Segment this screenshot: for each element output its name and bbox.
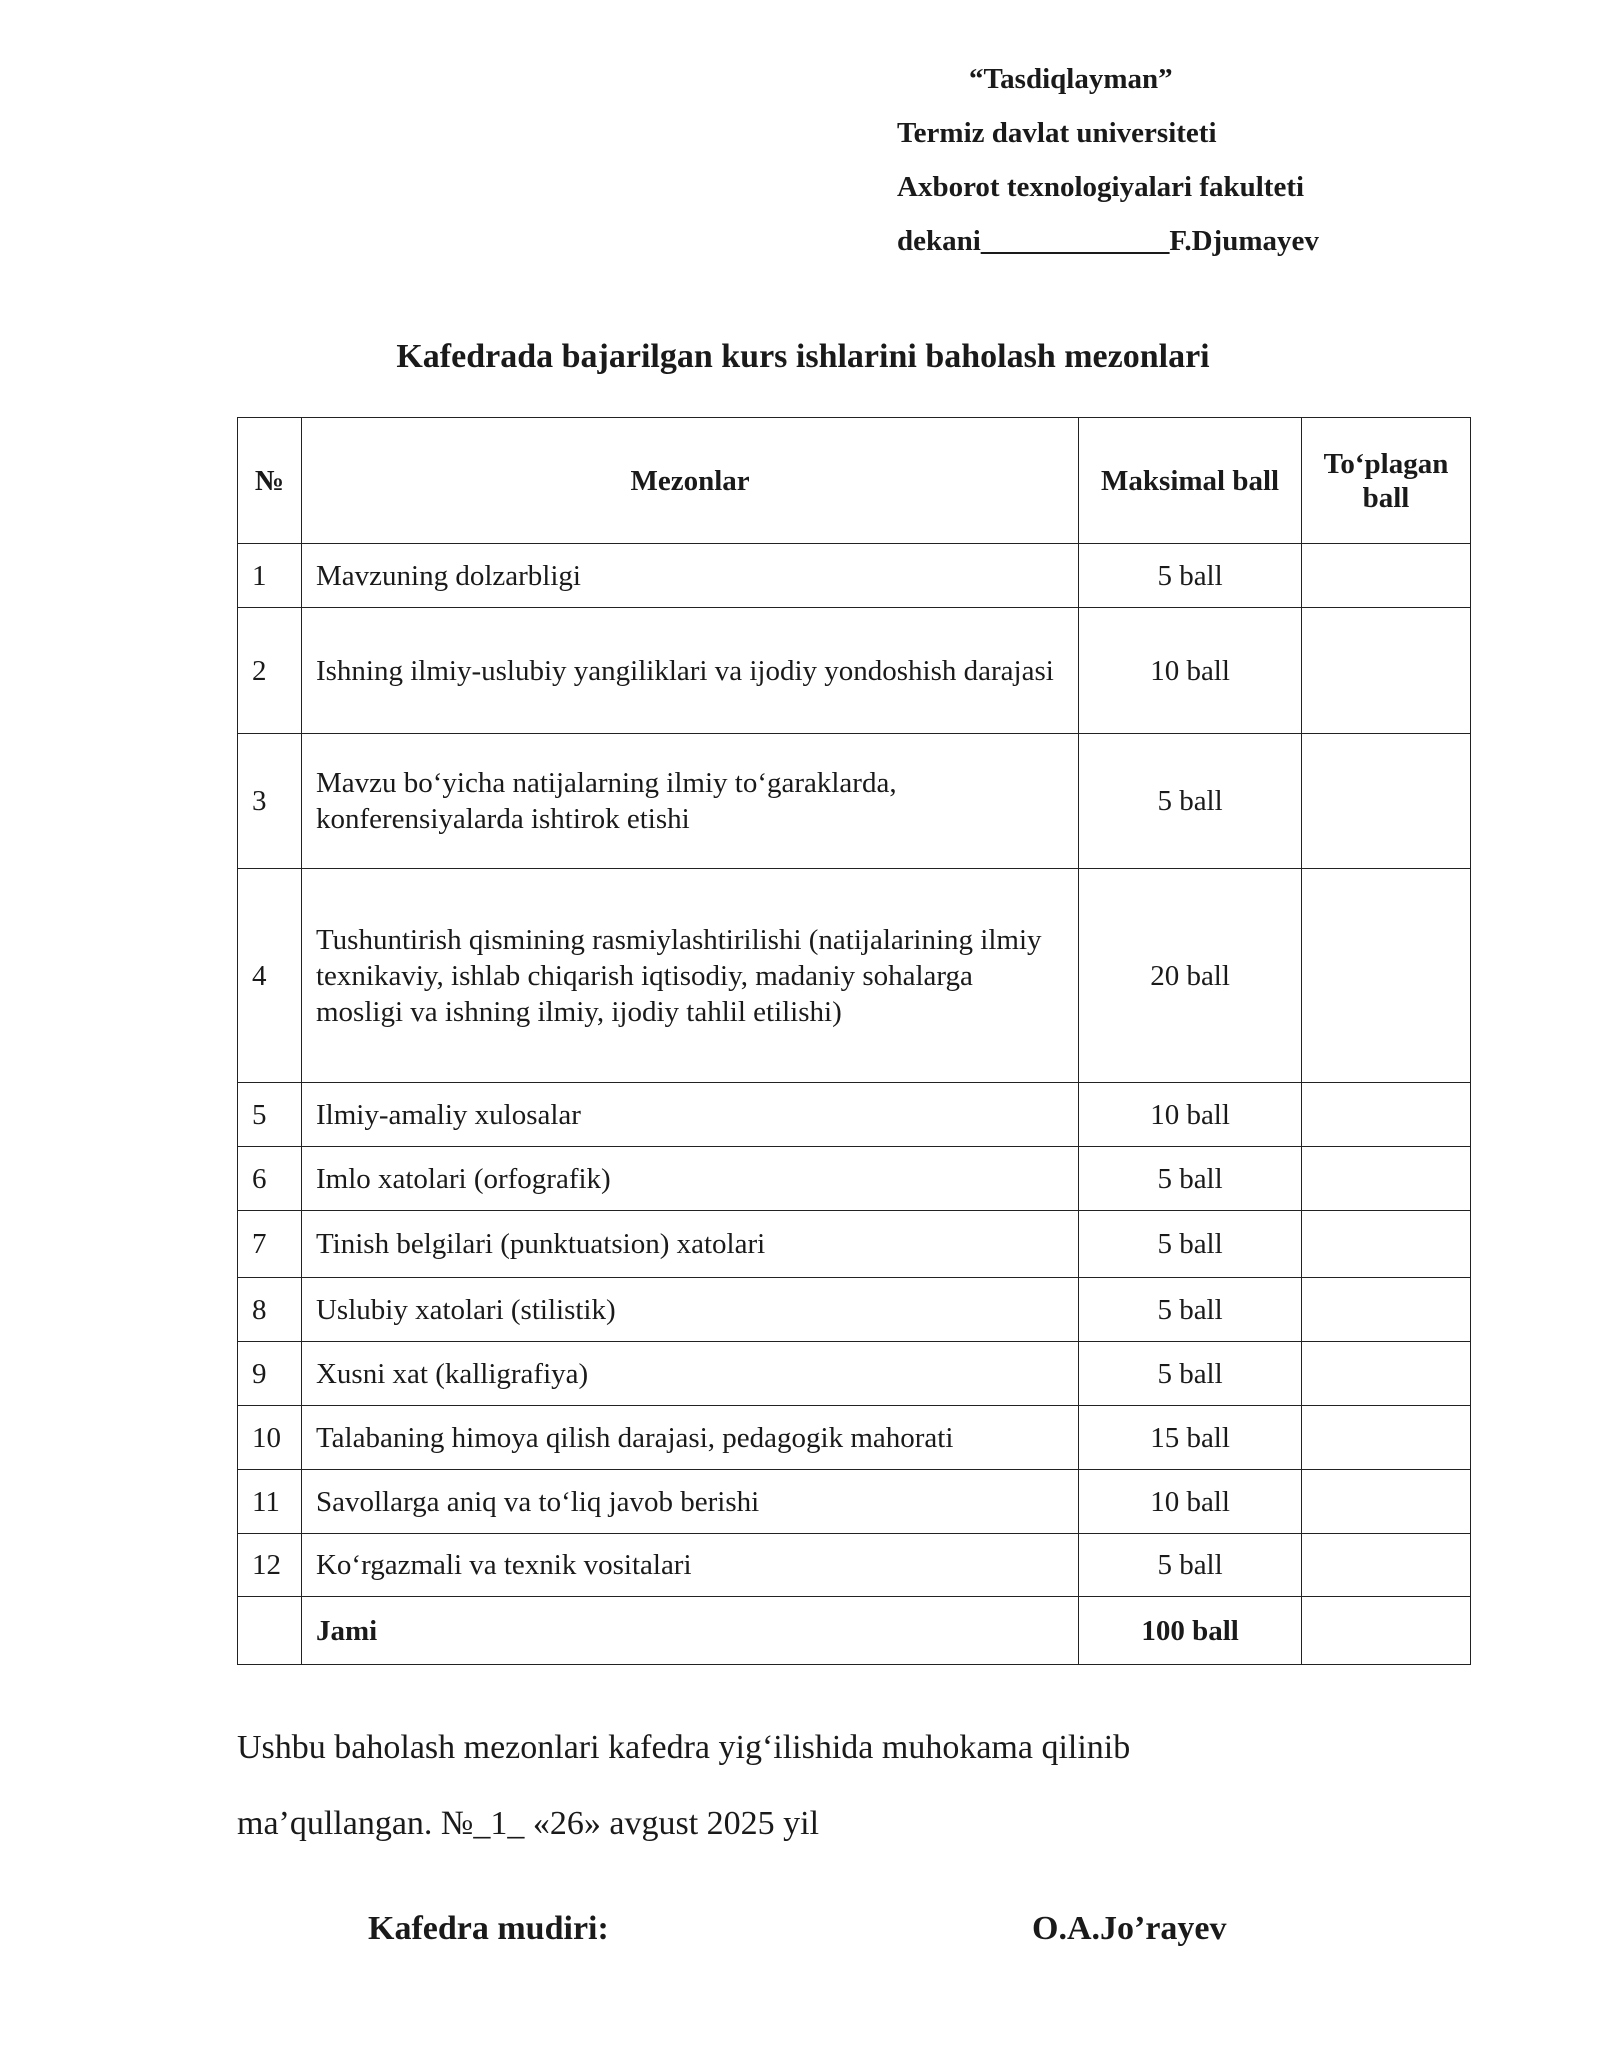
row-max-score: 10 ball (1079, 1083, 1302, 1147)
document-title-text: Kafedrada bajarilgan kurs ishlarini baholash mezonlari (396, 338, 1210, 375)
row-number: 12 (238, 1534, 302, 1597)
header-num: № (238, 418, 302, 544)
row-max-score: 100 ball (1079, 1597, 1302, 1665)
row-max-score: 10 ball (1079, 1470, 1302, 1534)
row-number: 8 (238, 1278, 302, 1342)
row-criteria: Ko‘rgazmali va texnik vositalari (301, 1534, 1078, 1597)
row-earned-score (1302, 734, 1471, 869)
row-number: 10 (238, 1406, 302, 1470)
table-header-row (238, 418, 1471, 544)
row-number (238, 1597, 302, 1665)
table-row (238, 1083, 1471, 1147)
row-earned-score (1302, 1211, 1471, 1278)
row-number: 5 (238, 1083, 302, 1147)
row-earned-score (1302, 1534, 1471, 1597)
approval-dean-line: dekani_____________F.Djumayev (897, 225, 1319, 257)
row-criteria: Talabaning himoya qilish darajasi, pedagogik mahorati (301, 1406, 1078, 1470)
row-number: 6 (238, 1147, 302, 1211)
header-criteria: Mezonlar (301, 418, 1078, 544)
approval-block (897, 52, 1319, 268)
row-earned-score (1302, 869, 1471, 1083)
row-number: 11 (238, 1470, 302, 1534)
row-criteria: Ishning ilmiy-uslubiy yangiliklari va ijodiy yondoshish darajasi (301, 608, 1078, 734)
table-row (238, 869, 1471, 1083)
row-earned-score (1302, 1597, 1471, 1665)
approval-university: Termiz davlat universiteti (897, 117, 1217, 149)
header-got: To‘plagan ball (1302, 418, 1471, 544)
row-earned-score (1302, 1278, 1471, 1342)
row-number: 2 (238, 608, 302, 734)
table-row (238, 608, 1471, 734)
row-criteria: Ilmiy-amaliy xulosalar (301, 1083, 1078, 1147)
criteria-table (237, 417, 1471, 1665)
table-row (238, 1211, 1471, 1278)
signature-role: Kafedra mudiri: (368, 1910, 609, 1947)
row-earned-score (1302, 1147, 1471, 1211)
approval-note (237, 1710, 1477, 1862)
row-max-score: 5 ball (1079, 1211, 1302, 1278)
table-row (238, 1147, 1471, 1211)
row-number: 1 (238, 544, 302, 608)
header-max: Maksimal ball (1079, 418, 1302, 544)
row-max-score: 20 ball (1079, 869, 1302, 1083)
row-criteria: Imlo xatolari (orfografik) (301, 1147, 1078, 1211)
row-number: 4 (238, 869, 302, 1083)
row-earned-score (1302, 608, 1471, 734)
document-title (0, 338, 1600, 376)
row-earned-score (1302, 1406, 1471, 1470)
row-earned-score (1302, 544, 1471, 608)
row-max-score: 10 ball (1079, 608, 1302, 734)
row-max-score: 5 ball (1079, 1342, 1302, 1406)
table-row (238, 734, 1471, 869)
table-row (238, 544, 1471, 608)
row-criteria: Tinish belgilari (punktuatsion) xatolari (301, 1211, 1078, 1278)
approval-quote: “Tasdiqlayman” (969, 63, 1173, 95)
row-criteria: Mavzu bo‘yicha natijalarning ilmiy to‘garaklarda, konferensiyalarda ishtirok etishi (301, 734, 1078, 869)
row-criteria: Jami (301, 1597, 1078, 1665)
row-max-score: 5 ball (1079, 544, 1302, 608)
table-row (238, 1406, 1471, 1470)
row-earned-score (1302, 1342, 1471, 1406)
row-max-score: 5 ball (1079, 734, 1302, 869)
table-row (238, 1470, 1471, 1534)
row-number: 3 (238, 734, 302, 869)
table-row (238, 1534, 1471, 1597)
row-earned-score (1302, 1470, 1471, 1534)
table-row (238, 1342, 1471, 1406)
note-line-1: Ushbu baholash mezonlari kafedra yig‘ilishida muhokama qilinib (237, 1729, 1131, 1766)
row-max-score: 5 ball (1079, 1278, 1302, 1342)
row-criteria: Tushuntirish qismining rasmiylashtirilishi (natijalarining ilmiy texnikaviy, ishlab chiqarish iqtisodiy, madaniy sohalarga mosligi va ishning ilmiy, ijodiy tahlil etilishi) (301, 869, 1078, 1083)
row-max-score: 5 ball (1079, 1147, 1302, 1211)
row-number: 7 (238, 1211, 302, 1278)
row-criteria: Mavzuning dolzarbligi (301, 544, 1078, 608)
row-max-score: 15 ball (1079, 1406, 1302, 1470)
row-criteria: Uslubiy xatolari (stilistik) (301, 1278, 1078, 1342)
total-row (238, 1597, 1471, 1665)
note-line-2: ma’qullangan. №_1_ «26» avgust 2025 yil (237, 1805, 820, 1842)
row-max-score: 5 ball (1079, 1534, 1302, 1597)
row-number: 9 (238, 1342, 302, 1406)
table-row (238, 1278, 1471, 1342)
approval-faculty: Axborot texnologiyalari fakulteti (897, 171, 1305, 203)
row-criteria: Savollarga aniq va to‘liq javob berishi (301, 1470, 1078, 1534)
row-criteria: Xusni xat (kalligrafiya) (301, 1342, 1078, 1406)
row-earned-score (1302, 1083, 1471, 1147)
signature-name: O.A.Jo’rayev (1032, 1910, 1227, 1947)
